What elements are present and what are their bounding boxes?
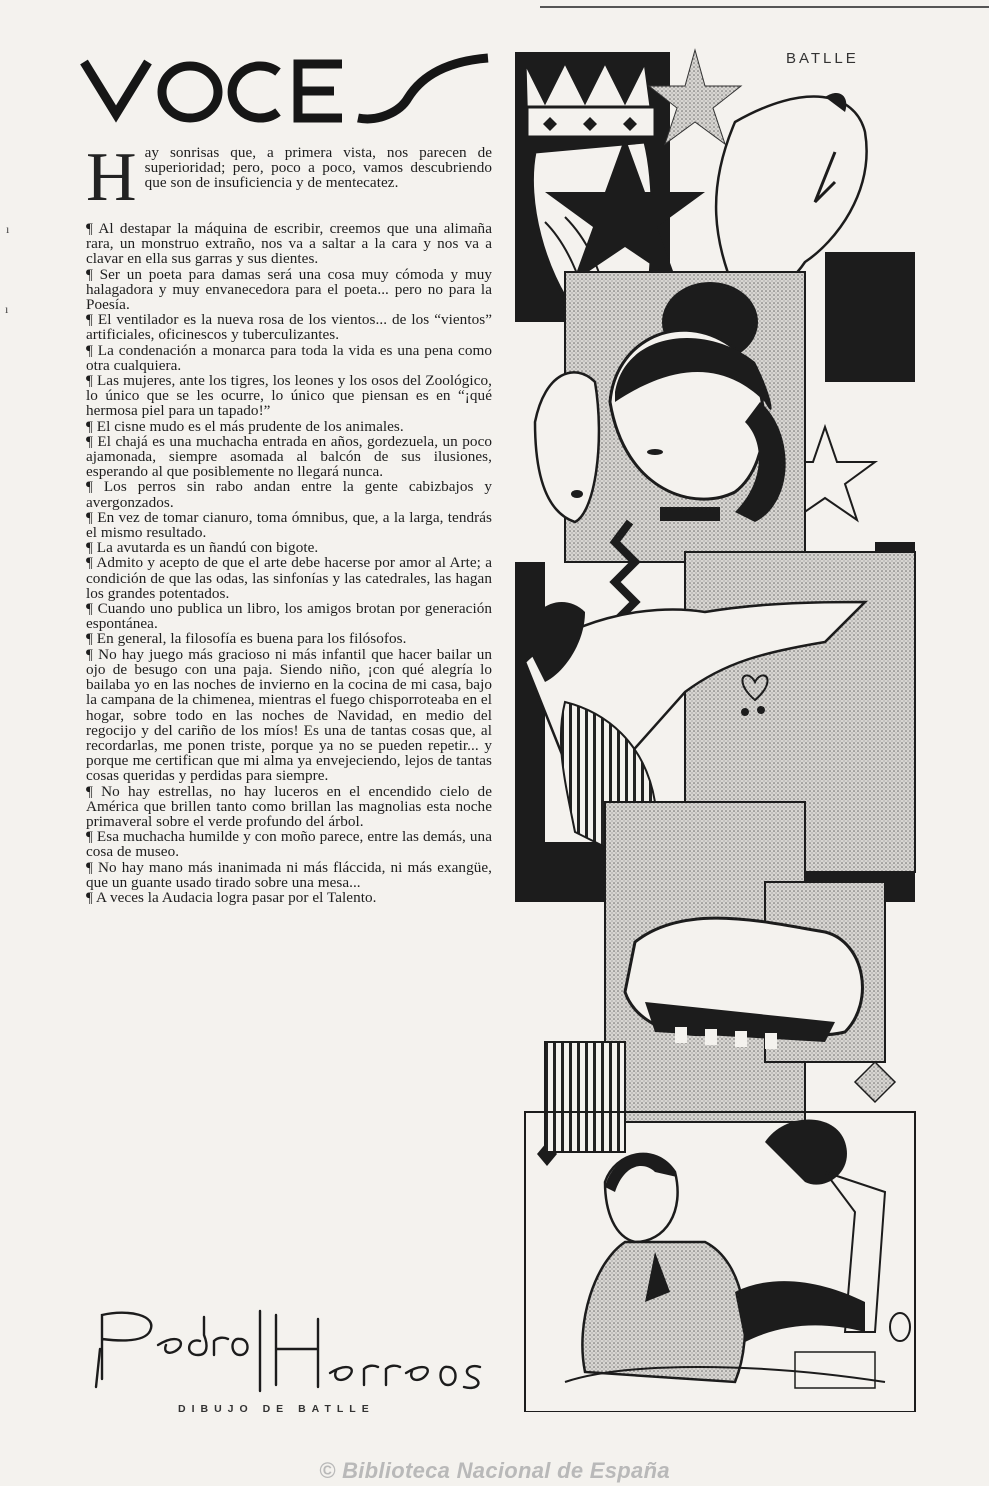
title-letter-e: [298, 64, 342, 118]
title-letter-c: [232, 66, 278, 118]
paragraph: ¶ Admito y acepto de que el arte debe hacerse por amor al Arte; a condición de que las odas, las sinfonías y las catedrales, las hagan los grandes potentados.: [86, 554, 492, 602]
library-watermark: © Biblioteca Nacional de España: [319, 1458, 670, 1483]
article-text: [86, 139, 492, 906]
title-letter-o: [162, 66, 218, 118]
paragraph-1: Hay sonrisas que, a primera vista, nos parecen de superioridad; pero, poco a poco, vamos descubriendo que son de insuficiencia y de mentecatez.: [86, 139, 492, 216]
paragraph: ¶ Ser un poeta para damas será una cosa muy cómoda y muy halagadora y muy envanecedora para el poeta... pero no para la Poesía.: [86, 265, 492, 314]
paragraph: ¶ Cuando uno publica un libro, los amigos brotan por generación espontánea.: [86, 600, 492, 633]
drop-cap: H: [86, 139, 137, 216]
margin-mark: ı: [6, 222, 10, 236]
title-letter-v: [84, 62, 148, 114]
paragraph: ¶ En vez de tomar cianuro, toma ómnibus, que, a la larga, tendrás el mismo resultado.: [86, 508, 492, 542]
title-voces: [78, 42, 498, 128]
illustration: [505, 42, 925, 1412]
paragraph: ¶ El chajá es una muchacha entrada en años, gordezuela, un poco ajamonada, siempre asomada al balcón de sus ilusiones, esperando al que posiblemente no llegará nunca.: [86, 432, 492, 481]
illustrator-signature: BATLLE: [786, 50, 859, 67]
margin-mark: ı: [5, 302, 9, 316]
paragraph: ¶ No hay juego más gracioso ni más infantil que hacer bailar un ojo de besugo con una paja. Siendo niño, ¡con qué alegría lo bailaba yo en las noches de invierno en la cocina de mi casa, bajo la campana de la chimenea, mientras el fuego chisporroteaba en el hogar, sobre todo en las noches de Navidad, en medio del regocijo y del cariño de los míos! Es una de tantas cosas que, al recordarlas, me ponen triste, porque ya no se pueden repetir... y porque me certifican que mi alma ya envejeciendo, lejos de tantas cosas queridas y perdidas para siempre.: [86, 645, 492, 785]
paragraph: ¶ Las mujeres, ante los tigres, los leones y los osos del Zoológico, lo único que se les ocurre, lo único que piensan es en “¡qué hermosa piel para un tapado!”: [86, 372, 492, 420]
top-rule: [540, 6, 989, 8]
paragraph: ¶ A veces la Audacia logra pasar por el Talento.: [86, 888, 377, 906]
paragraph: ¶ El ventilador es la nueva rosa de los vientos... de los “vientos” artificiales, oficinescos y tuberculizantes.: [86, 311, 492, 344]
paragraph: ¶ No hay estrellas, no hay luceros en el encendido cielo de América que brillen tanto como brillan las magnolias esta noche primaveral sobre el verde profundo del árbol.: [86, 782, 492, 830]
paragraph: ¶ La avutarda es un ñandú con bigote.: [86, 539, 319, 557]
title-letter-s: [358, 58, 488, 119]
paragraph: ¶ En general, la filosofía es buena para los filósofos.: [86, 630, 407, 648]
paragraph: ¶ La condenación a monarca para toda la vida es una pena como otra cualquiera.: [86, 341, 492, 374]
paragraph: ¶ Al destapar la máquina de escribir, creemos que una alimaña rara, un monstruo extraño, nos va a saltar a la cara y nos va a clavar en ella sus garras y sus dientes.: [86, 220, 492, 268]
paragraph: ¶ Esa muchacha humilde y con moño parece, entre las demás, una cosa de museo.: [86, 828, 492, 861]
paragraph: ¶ El cisne mudo es el más prudente de los animales.: [86, 417, 404, 435]
paragraph: ¶ No hay mano más inanimada ni más fláccida, ni más exangüe, que un guante usado tirado sobre una mesa...: [86, 858, 492, 891]
illustration-credit: DIBUJO DE BATLLE: [178, 1403, 375, 1415]
paragraph: ¶ Los perros sin rabo andan entre la gente cabizbajos y avergonzados.: [86, 478, 492, 511]
seated-man: [525, 1112, 915, 1412]
author-signature: [88, 1305, 488, 1397]
